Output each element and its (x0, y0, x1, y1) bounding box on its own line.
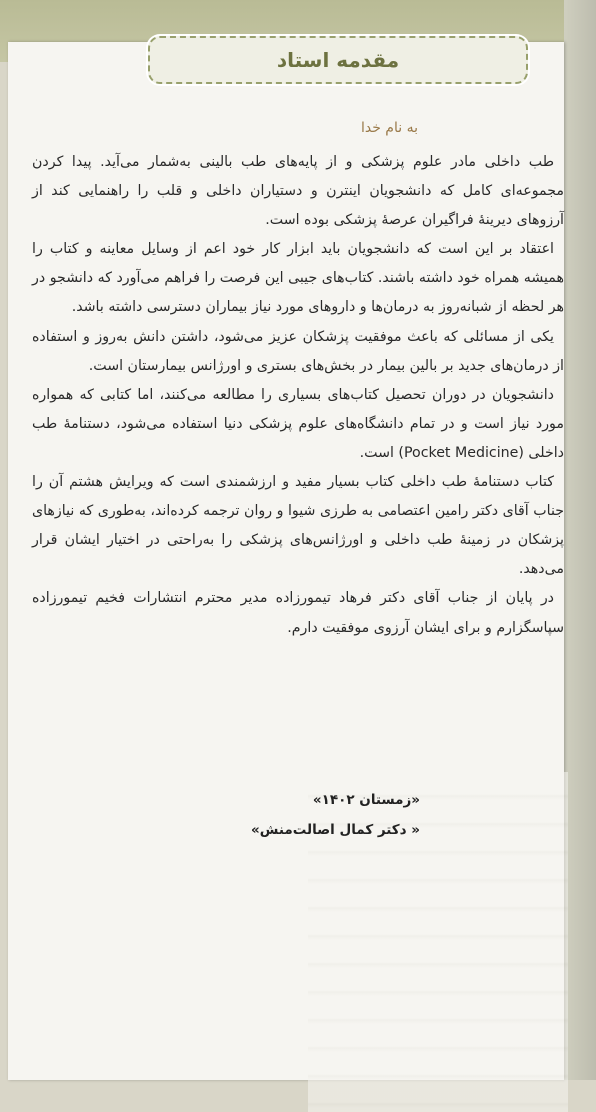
paragraph-2: اعتقاد بر این است که دانشجویان باید ابزار کار خود اعم از وسایل معاینه و کتاب را همیشه همراه خود داشته باشند. کتاب‌های جیبی این فرصت را فراهم می‌آورد که دانشجو در هر لحظه از شبانه‌روز به درمان‌ها و داروهای مورد نیاز بیماران دسترسی داشته باشد. (32, 241, 564, 316)
paragraph-4: دانشجویان در دوران تحصیل کتاب‌های بسیاری را مطالعه می‌کنند، اما کتابی که همواره مورد نیاز است و در تمام دانشگاه‌های علوم پزشکی دنیا استفاده می‌شود، دستنامهٔ طب داخلی (Pocket Medicine) است. (32, 386, 564, 461)
page-title: مقدمه استاد (276, 48, 400, 72)
signature-name: « دکتر کمال اصالت‌منش» (251, 822, 420, 838)
paragraph-3: یکی از مسائلی که باعث موفقیت پزشکان عزیز می‌شود، داشتن دانش به‌روز و استفاده از درمان‌های جدید بر بالین بیمار در بخش‌های بستری و اورژانس بیمارستان است. (32, 328, 564, 374)
paragraph-5: کتاب دستنامهٔ طب داخلی کتاب بسیار مفید و ارزشمندی است که ویرایش هشتم آن را جناب آقای دکتر رامین اعتصامی به طرزی شیوا و روان ترجمه کرده‌اند، به‌طوری که نیازهای پزشکان در زمینهٔ طب داخلی و اورژانس‌های پزشکی را به‌راحتی در اختیار ایشان قرار می‌دهد. (32, 474, 564, 578)
title-banner (148, 36, 528, 84)
basmala: به نام خدا (360, 120, 418, 136)
signature-date: «زمستان ۱۴۰۲» (312, 792, 420, 808)
book-page-edges (564, 0, 596, 1080)
preface-body (32, 148, 564, 728)
paragraph-1: طب داخلی مادر علوم پزشکی و از پایه‌های طب بالینی به‌شمار می‌آید. پیدا کردن مجموعه‌ای کامل که دانشجویان اینترن و دستیاران داخلی و قلب را راهنمایی کند از آرزوهای دیرینهٔ فراگیران عرصهٔ پزشکی بوده است. (32, 154, 564, 229)
paragraph-6: در پایان از جناب آقای دکتر فرهاد تیمورزاده مدیر محترم انتشارات فخیم تیمورزاده سپاسگزارم و برای ایشان آرزوی موفقیت دارم. (32, 590, 564, 636)
